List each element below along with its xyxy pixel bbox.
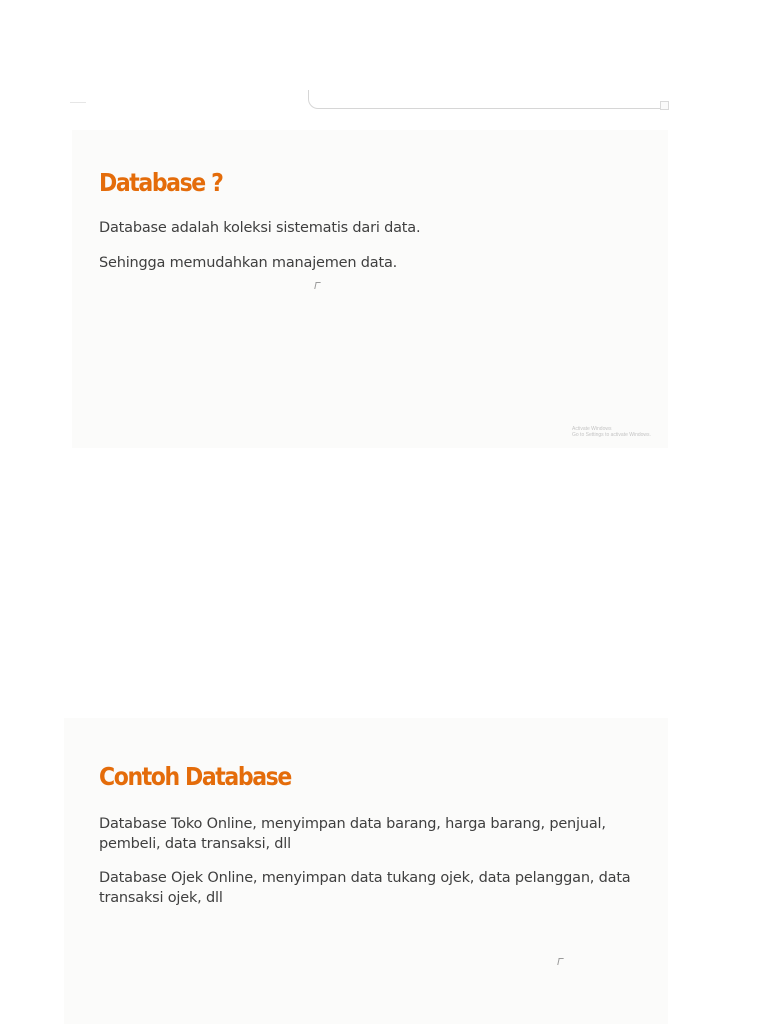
slide-title: Contoh Database (99, 762, 291, 791)
slide-paragraph-2: Sehingga memudahkan manajemen data. (99, 255, 398, 271)
slide-paragraph-2: Database Ojek Online, menyimpan data tukang ojek, data pelanggan, data transaksi ojek, dll (99, 870, 631, 906)
slide-title: Database ? (99, 168, 223, 197)
activate-windows-watermark (572, 426, 651, 438)
slide-paragraph-1: Database adalah koleksi sistematis dari data. (99, 220, 421, 236)
slide-database-definition (72, 130, 668, 448)
resize-handle-icon[interactable] (660, 101, 669, 110)
window-frame-edge (308, 90, 667, 109)
watermark-line-1: Activate Windows (572, 426, 612, 432)
mouse-pointer-icon (557, 958, 563, 965)
slide-database-examples (64, 718, 668, 1024)
watermark-line-2: Go to Settings to activate Windows. (572, 432, 651, 438)
slide-paragraph-1: Database Toko Online, menyimpan data barang, harga barang, penjual, pembeli, data transaksi, dll (99, 816, 606, 852)
mouse-pointer-icon (314, 282, 320, 289)
top-divider (70, 102, 86, 103)
